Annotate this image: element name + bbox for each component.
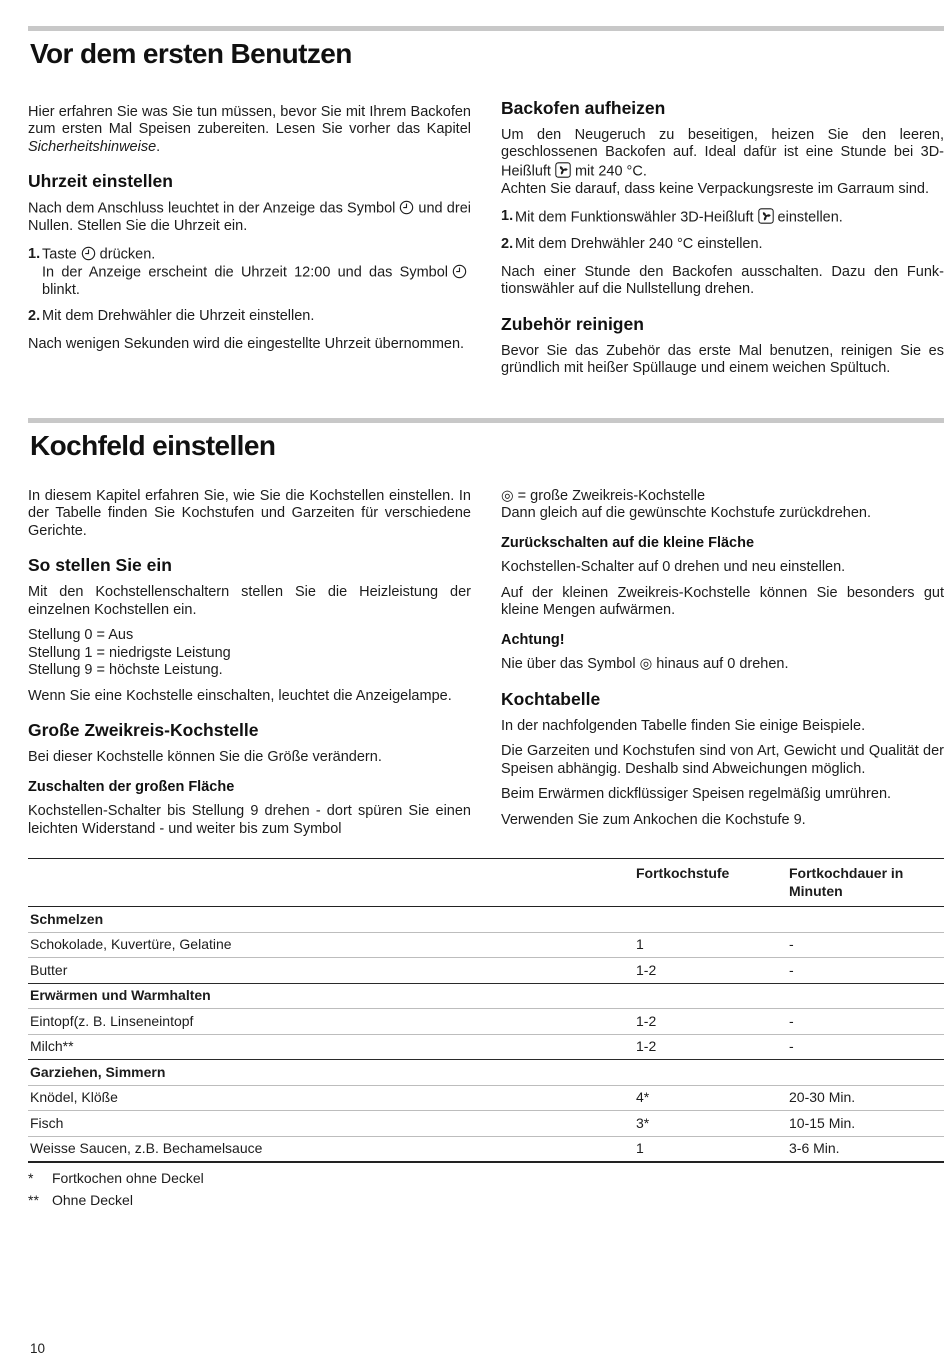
step-text: Mit dem Drehwähler 240 °C einstellen.	[515, 236, 763, 252]
step-text-pre: Taste	[42, 246, 77, 262]
table-row	[28, 1136, 944, 1162]
so-paragraph: Mit den Kochstellenschaltern stellen Sie die Heizleistung der einzelnen Kochstellen ein.	[28, 584, 471, 618]
step-number: 2.	[501, 236, 514, 252]
heading-zurueckschalten: Zurückschalten auf die kleine Fläche	[501, 534, 755, 551]
column-left	[28, 96, 471, 386]
section-kochfeld-einstellen	[28, 418, 944, 846]
cell-dauer: -	[789, 936, 794, 952]
cell-dish: Weisse Saucen, z.B. Bechamelsauce	[30, 1140, 263, 1156]
heading-backofen-aufheizen: Backofen aufheizen	[501, 97, 666, 118]
footnote-text: Ohne Deckel	[52, 1191, 133, 1208]
kochtabelle-table	[28, 858, 944, 1163]
heading-so-stellen-sie-ein: So stellen Sie ein	[28, 555, 172, 575]
cell-stufe: 1-2	[636, 961, 657, 978]
section-divider	[28, 418, 944, 423]
step-text-post: einstellen.	[777, 209, 843, 226]
group-name: Erwärmen und Warmhalten	[30, 987, 211, 1003]
anzeigelampe-paragraph: Wenn Sie eine Kochstelle einschalten, leuchtet die Anzeigelampe.	[28, 687, 452, 704]
cell-stufe: 1	[636, 1140, 644, 1156]
step-1-line-2	[42, 264, 471, 300]
stellung-9: Stellung 9 = höchste Leistung.	[28, 662, 223, 678]
cell-dauer: 3-6 Min.	[789, 1140, 840, 1156]
table-row	[28, 932, 944, 958]
heading-grosse-zweikreis: Große Zweikreis-Kochstelle	[28, 720, 259, 740]
header-dish	[28, 864, 636, 866]
page-number: 10	[30, 1341, 46, 1356]
heading-achtung: Achtung!	[501, 631, 565, 648]
step-number: 1.	[501, 208, 514, 224]
intro-italic-ref: Sicherheitshinweise	[28, 138, 157, 155]
table-row	[28, 1110, 944, 1136]
backofen-text-post: mit 240 °C.	[574, 163, 647, 179]
two-column-layout	[28, 96, 944, 386]
cell-dauer: -	[789, 961, 794, 978]
section-divider	[28, 26, 944, 31]
cell-dauer: -	[789, 1038, 794, 1054]
heading-zubehoer-reinigen: Zubehör reinigen	[501, 313, 644, 334]
uhrzeit-paragraph	[28, 200, 471, 236]
column-right	[501, 96, 944, 386]
table-header-row	[28, 859, 944, 907]
table-row	[28, 1085, 944, 1111]
cell-stufe: 1-2	[636, 1038, 657, 1054]
kochtabelle-p2: Die Garzeiten und Kochstufen sind von Art, Gewicht und Qualität der Speisen abhängig. Deshalb sind Abweichungen möglich.	[501, 743, 944, 777]
cell-dauer: -	[789, 1012, 794, 1029]
fan-3d-heissluft-icon	[555, 162, 571, 178]
fan-3d-heissluft-icon	[758, 208, 774, 224]
step-2	[501, 236, 944, 254]
uhrzeit-text-pre: Nach dem Anschluss leuchtet in der Anzeige das Symbol	[28, 200, 396, 217]
intro-paragraph	[28, 104, 471, 157]
uhrzeit-text-post: und drei Nullen. Stellen Sie die Uhrzeit ein.	[28, 200, 471, 234]
zuschalten-paragraph: Kochstellen-Schalter bis Stellung 9 drehen - dort spüren Sie einen leichten Widerstand - und weiter bis zum Symbol	[28, 803, 471, 837]
step-text-pre: In der Anzeige erscheint die Uhrzeit 12:00 und das Symbol	[42, 264, 448, 280]
heading-zuschalten: Zuschalten der großen Fläche	[28, 778, 235, 795]
step-text-post: drücken.	[99, 246, 156, 262]
zurueckdrehen-line: Dann gleich auf die gewünschte Kochstufe zurückdrehen.	[501, 505, 871, 521]
intro-text-end: .	[156, 138, 161, 155]
backofen-text-pre: Um den Neugeruch zu beseitigen, heizen Sie den leeren, geschlossenen Backofen auf. Ideal dafür ist eine Stunde bei 3D-Heißluft	[501, 126, 944, 179]
cell-dish: Schokolade, Kuvertüre, Gelatine	[30, 936, 232, 952]
kochtabelle-p4: Verwenden Sie zum Ankochen die Kochstufe 9.	[501, 811, 806, 828]
cell-dish: Fisch	[30, 1114, 64, 1131]
table-row	[28, 957, 944, 983]
backofen-paragraph	[501, 127, 944, 181]
step-text: Mit dem Drehwähler die Uhrzeit einstellen.	[42, 308, 315, 324]
step-text-pre: Mit dem Funktionswähler 3D-Heißluft	[515, 209, 754, 226]
zweikreis-symbol-line: ◎ = große Zweikreis-Kochstelle	[501, 487, 706, 504]
footnote-text: Fortkochen ohne Deckel	[52, 1170, 204, 1186]
step-number: 2.	[28, 308, 41, 324]
cell-stufe: 4*	[636, 1089, 650, 1105]
column-left	[28, 488, 471, 847]
cell-stufe: 1	[636, 936, 644, 952]
zweikreis-paragraph: Bei dieser Kochstelle können Sie die Größe verändern.	[28, 749, 382, 765]
footnote	[28, 1192, 944, 1210]
clock-icon	[399, 200, 414, 215]
page-title: Vor dem ersten Benutzen	[30, 37, 352, 69]
heading-uhrzeit-einstellen: Uhrzeit einstellen	[28, 171, 173, 191]
step-1-line-1	[42, 246, 471, 264]
section-title: Kochfeld einstellen	[30, 429, 276, 461]
two-column-layout	[28, 488, 944, 847]
kochtabelle-p1: In der nachfolgenden Tabelle finden Sie einige Beispiele.	[501, 717, 866, 734]
table-group-row	[28, 983, 944, 1009]
table-footnotes	[28, 1170, 944, 1209]
backofen-outro: Nach einer Stunde den Backofen ausschalten. Dazu den Funktionswähler auf die Nullstellung drehen.	[501, 263, 944, 297]
table-group-row	[28, 1059, 944, 1085]
section-vor-dem-ersten-benutzen	[28, 26, 944, 386]
cell-stufe: 3*	[636, 1114, 650, 1131]
clock-icon	[452, 264, 467, 279]
step-2	[28, 308, 471, 326]
table-row	[28, 1008, 944, 1034]
zurueck-paragraph: Kochstellen-Schalter auf 0 drehen und neu einstellen.	[501, 559, 846, 575]
table-group-row	[28, 907, 944, 932]
footnote-marker: **	[28, 1191, 39, 1208]
numbered-steps	[28, 246, 471, 326]
footnote	[28, 1170, 944, 1188]
cell-dish: Milch**	[30, 1038, 74, 1054]
step-text-post: blinkt.	[42, 281, 80, 298]
achtung-paragraph: Nie über das Symbol ◎ hinaus auf 0 drehen.	[501, 656, 789, 672]
cell-dish: Butter	[30, 961, 68, 978]
table-row	[28, 1034, 944, 1060]
cell-dish: Knödel, Klöße	[30, 1089, 118, 1105]
column-right	[501, 488, 944, 847]
kochtabelle-table-wrap	[28, 858, 944, 1213]
header-fortkochstufe: Fortkochstufe	[636, 865, 730, 881]
step-1	[501, 208, 944, 227]
group-name: Garziehen, Simmern	[30, 1063, 166, 1080]
cell-stufe: 1-2	[636, 1012, 657, 1029]
backofen-paragraph-2: Achten Sie darauf, dass keine Verpackungsreste im Garraum sind.	[501, 180, 929, 197]
zubehoer-paragraph: Bevor Sie das Zubehör das erste Mal benutzen, reinigen Sie es gründlich mit heißer Spüllauge und einem weichen Spültuch.	[501, 342, 944, 376]
kochtabelle-p3: Beim Erwärmen dickflüssiger Speisen regelmäßig umrühren.	[501, 786, 892, 802]
kochfeld-intro: In diesem Kapitel erfahren Sie, wie Sie die Kochstellen einstellen. In der Tabelle finden Sie Kochstufen und Garzeiten für verschiedene Gerichte.	[28, 487, 471, 539]
kleine-menge-paragraph: Auf der kleinen Zweikreis-Kochstelle können Sie besonders gut kleine Mengen aufwärmen.	[501, 584, 944, 618]
group-name: Schmelzen	[30, 910, 104, 927]
numbered-steps	[501, 208, 944, 254]
stellung-0: Stellung 0 = Aus	[28, 627, 134, 643]
outro-paragraph: Nach wenigen Sekunden wird die eingestellte Uhrzeit übernommen.	[28, 335, 465, 352]
step-1	[28, 246, 471, 300]
footnote-marker: *	[28, 1170, 34, 1186]
cell-dauer: 20-30 Min.	[789, 1089, 856, 1105]
stellung-1: Stellung 1 = niedrigste Leistung	[28, 644, 231, 661]
intro-text: Hier erfahren Sie was Sie tun müssen, bevor Sie mit Ihrem Backofen zum ersten Mal Speisen zubereiten. Lesen Sie vorher das Kapitel	[28, 103, 471, 137]
stellung-list	[28, 627, 471, 680]
cell-dish: Eintopf(z. B. Linseneintopf	[30, 1012, 194, 1029]
cell-dauer: 10-15 Min.	[789, 1114, 856, 1131]
clock-icon	[81, 246, 96, 261]
heading-kochtabelle: Kochtabelle	[501, 688, 601, 709]
symbol-paragraph	[501, 488, 944, 523]
step-number: 1.	[28, 245, 41, 262]
header-fortkochdauer: Fortkochdauer in Minuten	[789, 865, 904, 899]
